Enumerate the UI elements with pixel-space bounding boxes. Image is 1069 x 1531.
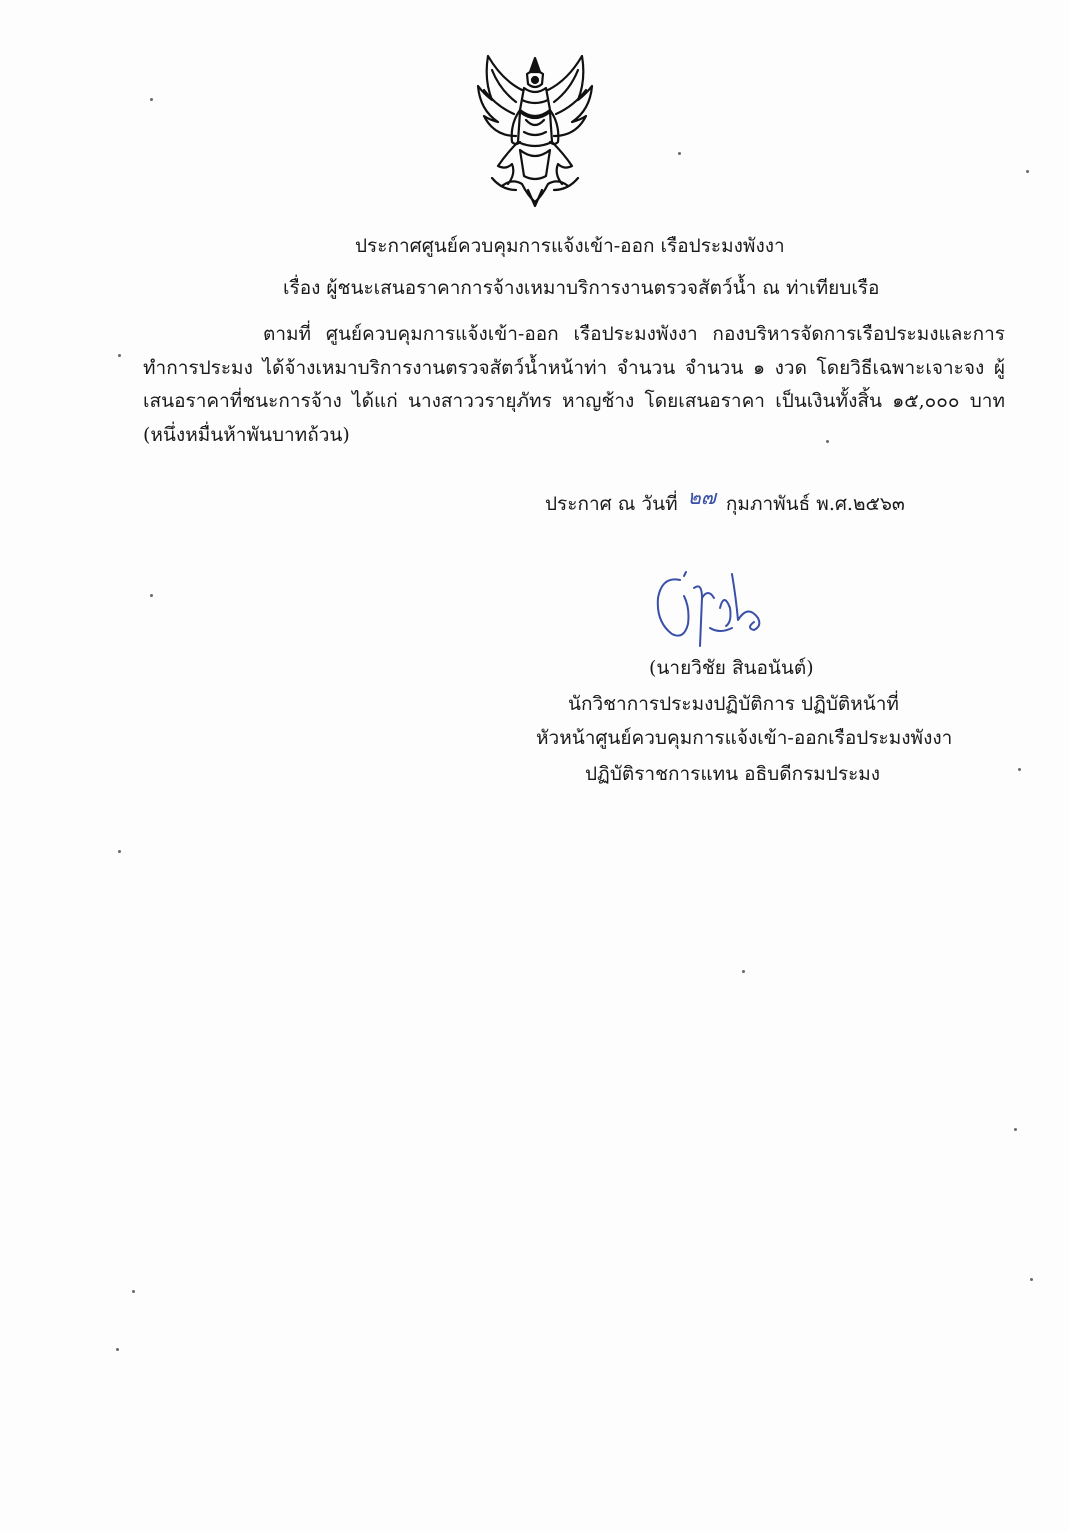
announcement-body: ตามที่ ศูนย์ควบคุมการแจ้งเข้า-ออก เรือประมงพังงา กองบริหารจัดการเรือประมงและการทำการประมง ได้จ้างเหมาบริการงานตรวจสัตว์น้ำหน้าท่า จำนวน จำนวน ๑ งวด โดยวิธีเฉพาะเจาะจง ผู้เสนอราคาที่ชนะการจ้าง ได้แก่ นางสาววรายุภัทร หาญช้าง โดยเสนอราคา เป็นเงินทั้งสิ้น ๑๕,๐๐๐ บาท (หนึ่งหมื่นห้าพันบาทถ้วน) (143, 323, 1005, 446)
announcement-subject: เรื่อง ผู้ชนะเสนอราคาการจ้างเหมาบริการงานตรวจสัตว์น้ำ ณ ท่าเทียบเรือ (283, 277, 880, 299)
scan-speck (150, 594, 153, 597)
scan-speck (132, 1290, 135, 1293)
signatory-position-2: หัวหน้าศูนย์ควบคุมการแจ้งเข้า-ออกเรือประมงพังงา (536, 727, 953, 749)
scan-speck (150, 98, 153, 101)
signatory-position-3: ปฏิบัติราชการแทน อธิบดีกรมประมง (585, 763, 881, 785)
date-prefix: ประกาศ ณ วันที่ (545, 493, 678, 515)
scan-speck (742, 970, 745, 973)
signatory-position-1: นักวิชาการประมงปฏิบัติการ ปฏิบัติหน้าที่ (568, 693, 899, 715)
scan-speck (678, 152, 681, 155)
scan-speck (826, 440, 829, 443)
scan-speck (1030, 1278, 1033, 1281)
announcement-title: ประกาศศูนย์ควบคุมการแจ้งเข้า-ออก เรือประมงพังงา (355, 235, 785, 257)
scan-speck (1018, 768, 1021, 771)
date-suffix: กุมภาพันธ์ พ.ศ.๒๕๖๓ (725, 493, 905, 515)
scan-speck (1014, 1128, 1017, 1131)
announcement-date (545, 485, 905, 517)
scan-speck (118, 850, 121, 853)
signatory-name: (นายวิชัย สินอนันต์) (649, 657, 814, 679)
handwritten-signature (650, 568, 780, 650)
garuda-emblem-icon (472, 50, 598, 208)
scan-speck (118, 354, 121, 357)
scan-speck (1026, 170, 1029, 173)
date-day-handwritten: ๒๗ (687, 485, 716, 509)
scan-speck (116, 1348, 119, 1351)
